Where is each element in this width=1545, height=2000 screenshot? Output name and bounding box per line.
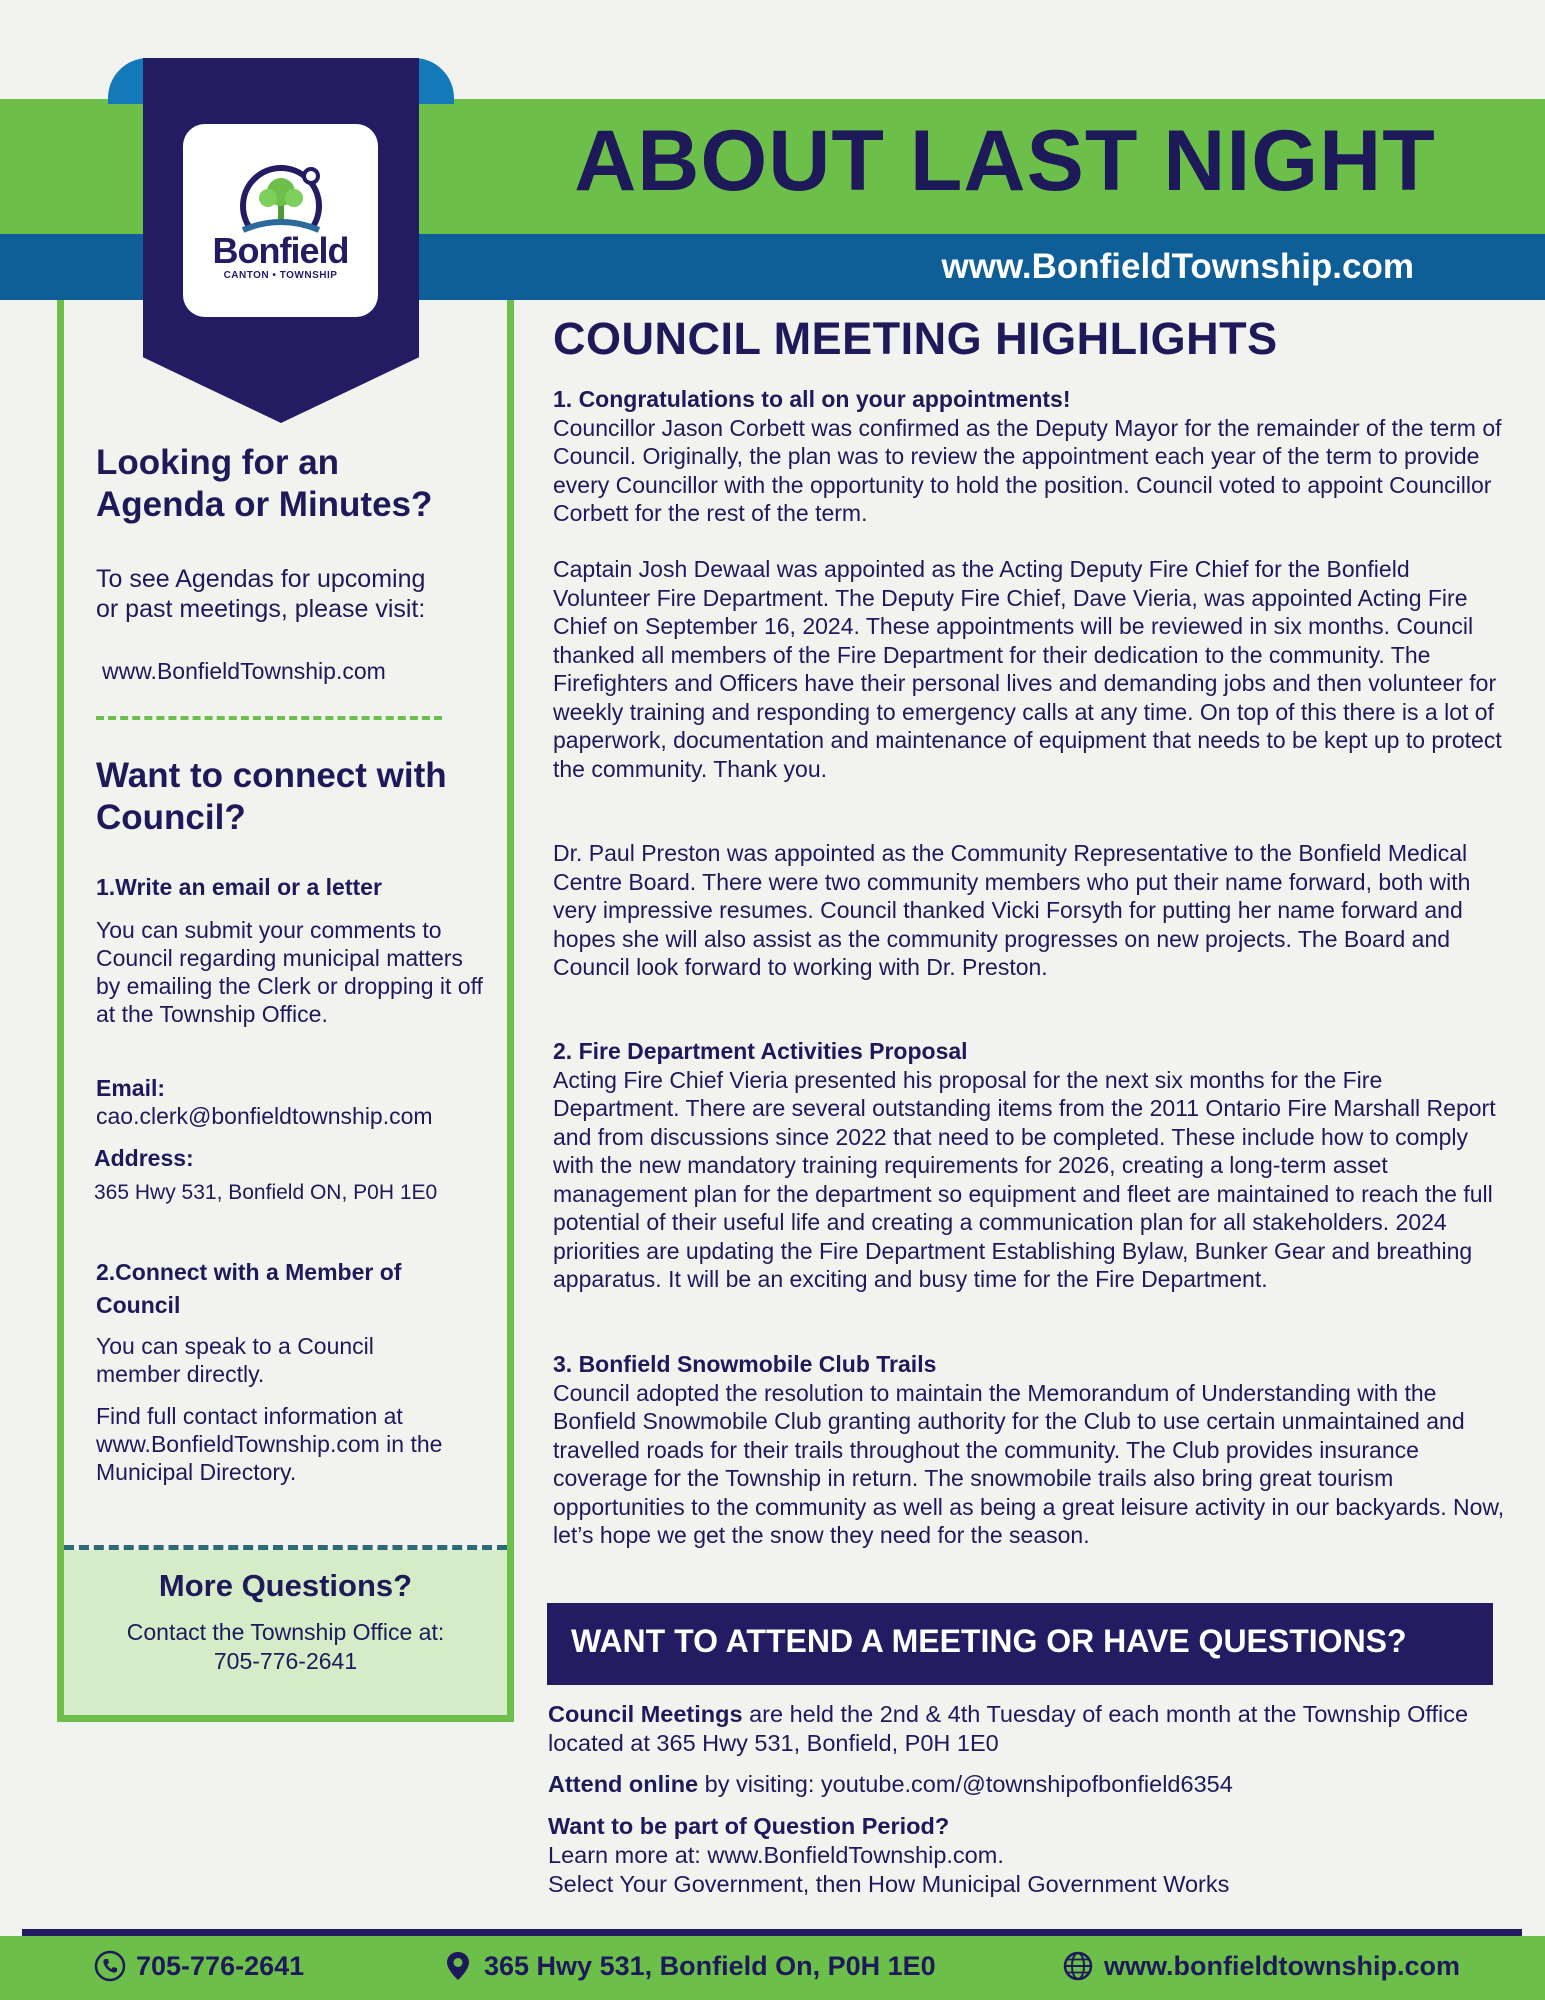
step1-text: You can submit your comments to Council regarding municipal matters by emailing the Clerk or dropping it off at the Township Office. [96, 917, 483, 1027]
agenda-heading-line-1: Looking for an [96, 443, 340, 482]
footer-website-text: www.bonfieldtownship.com [1104, 1950, 1460, 1981]
connect-heading [96, 755, 496, 839]
agenda-text-line-2: or past meetings, please visit: [96, 595, 426, 623]
section-1-paragraph-3: Dr. Paul Preston was appointed as the Community Representative to the Bonfield Medical Centre Board. There were two community members who put their name forward, both with very impressive resumes. Council thanked Vicki Forsyth for putting her name forward and hopes she will also assist as the community progresses on new projects. The Board and Council look forward to working with Dr. Preston. [553, 840, 1471, 980]
address-label: Address: [94, 1145, 194, 1171]
section-1 [553, 385, 1513, 528]
email-link[interactable]: cao.clerk@bonfieldtownship.com [96, 1103, 433, 1129]
footer [0, 1936, 1545, 2000]
highlights-heading: COUNCIL MEETING HIGHLIGHTS [553, 313, 1278, 364]
step2-title-line-1: 2.Connect with a Member of [96, 1259, 402, 1285]
more-questions-line: Contact the Township Office at: [126, 1619, 445, 1645]
section-1-paragraph-2: Captain Josh Dewaal was appointed as the Acting Deputy Fire Chief for the Bonfield Volunteer Fire Department. The Deputy Fire Chief, Dave Vieria, was appointed Acting Fire Chief on September 16, 2024. These appointments will be reviewed in six months. Council thanked all members of the Fire Department for their dedication to the community. The Firefighters and Officers have their personal lives and demanding jobs and then volunteer for weekly training and responding to emergency calls at any time. On top of this there is a lot of paperwork, documentation and maintenance of equipment that needs to be kept up to protect the community. Thank you. [553, 556, 1502, 782]
meetings-label: Council Meetings [548, 1701, 743, 1727]
logo-name: Bonfield [212, 230, 349, 271]
address-value: 365 Hwy 531, Bonfield ON, P0H 1E0 [94, 1181, 438, 1204]
meetings-text: are held the 2nd & 4th Tuesday of each month at the Township Office located at 365 Hwy 531, Bonfield, P0H 1E0 [548, 1701, 1469, 1756]
more-questions-box [64, 1550, 507, 1715]
footer-divider [22, 1929, 1522, 1936]
agenda-text [96, 564, 496, 624]
more-questions-title: More Questions? [158, 1568, 413, 1603]
sidebar [57, 300, 514, 1722]
online-info [548, 1770, 1508, 1799]
online-label: Attend online [548, 1771, 699, 1797]
section-2-title: 2. Fire Department Activities Proposal [553, 1038, 968, 1064]
more-questions-phone[interactable]: 705-776-2641 [213, 1648, 358, 1674]
location-pin-icon [442, 1950, 474, 1982]
question-period-info [548, 1812, 1508, 1899]
question-period-line-2: Select Your Government, then How Municipal Government Works [548, 1871, 1230, 1897]
section-2 [553, 1037, 1513, 1294]
email-label: Email: [96, 1075, 166, 1101]
footer-website[interactable] [1062, 1950, 1460, 1982]
footer-address [442, 1950, 936, 1982]
section-3-title: 3. Bonfield Snowmobile Club Trails [553, 1351, 937, 1377]
header-website-link[interactable]: www.BonfieldTownship.com [941, 247, 1414, 286]
connect-heading-line-2: Council? [96, 798, 246, 837]
page-title: ABOUT LAST NIGHT [574, 113, 1436, 209]
logo-subtitle: CANTON • TOWNSHIP [223, 270, 338, 281]
township-logo [183, 124, 378, 317]
footer-phone[interactable] [94, 1950, 304, 1982]
divider [96, 716, 442, 720]
agenda-heading [96, 442, 496, 526]
step2-title [96, 1256, 496, 1322]
footer-address-text: 365 Hwy 531, Bonfield On, P0H 1E0 [484, 1950, 936, 1981]
agenda-url-link[interactable]: www.BonfieldTownship.com [102, 658, 386, 684]
agenda-text-line-1: To see Agendas for upcoming [96, 565, 426, 593]
step2-contact-text: Find full contact information at www.BonfieldTownship.com in the Municipal Directory. [96, 1403, 443, 1485]
agenda-heading-line-2: Agenda or Minutes? [96, 485, 433, 524]
section-1-title: 1. Congratulations to all on your appointments! [553, 386, 1071, 412]
footer-phone-text: 705-776-2641 [136, 1950, 305, 1981]
question-period-title: Want to be part of Question Period? [548, 1813, 950, 1839]
step2-title-line-2: Council [96, 1292, 181, 1318]
connect-heading-line-1: Want to connect with [96, 756, 447, 795]
step2-text: You can speak to a Council member directly. [96, 1333, 374, 1387]
section-3 [553, 1350, 1513, 1550]
section-1-paragraph-1: Councillor Jason Corbett was confirmed as the Deputy Mayor for the remainder of the term of Council. Originally, the plan was to review the appointment each year of the term to provide every Councillor with the opportunity to hold the position. Council voted to appoint Councillor Corbett for the rest of the term. [553, 414, 1502, 526]
online-link[interactable]: by visiting: youtube.com/@townshipofbonfield6354 [698, 1771, 1233, 1797]
section-3-paragraph: Council adopted the resolution to maintain the Memorandum of Understanding with the Bonfield Snowmobile Club granting authority for the Club to use certain unmaintained and travelled roads for their trails throughout the community. The Club provides insurance coverage for the Township in return. The snowmobile trails also bring great tourism opportunities to the community as well as being a great leisure activity in our backyards. Now, let’s hope we get the snow they need for the season. [553, 1379, 1505, 1548]
more-questions-text [64, 1618, 507, 1676]
attend-banner [547, 1603, 1493, 1685]
step1-title: 1.Write an email or a letter [96, 874, 382, 900]
globe-icon [1062, 1950, 1094, 1982]
phone-icon [94, 1950, 126, 1982]
attend-heading: WANT TO ATTEND A MEETING OR HAVE QUESTIONS? [571, 1623, 1407, 1659]
question-period-line-1: Learn more at: www.BonfieldTownship.com. [548, 1842, 1004, 1868]
section-2-paragraph: Acting Fire Chief Vieria presented his proposal for the next six months for the Fire Department. There are several outstanding items from the 2011 Ontario Fire Marshall Report and from discussions since 2022 that need to be completed. These include how to comply with the new mandatory training requirements for 2026, creating a long-term asset management plan for the department so equipment and fleet are maintained to reach the full potential of their useful life and creating a communication plan for all stakeholders. 2024 priorities are updating the Fire Department Establishing Bylaw, Bunker Gear and breathing apparatus. It will be an exciting and busy time for the Fire Department. [553, 1066, 1496, 1292]
meetings-info [548, 1700, 1508, 1758]
